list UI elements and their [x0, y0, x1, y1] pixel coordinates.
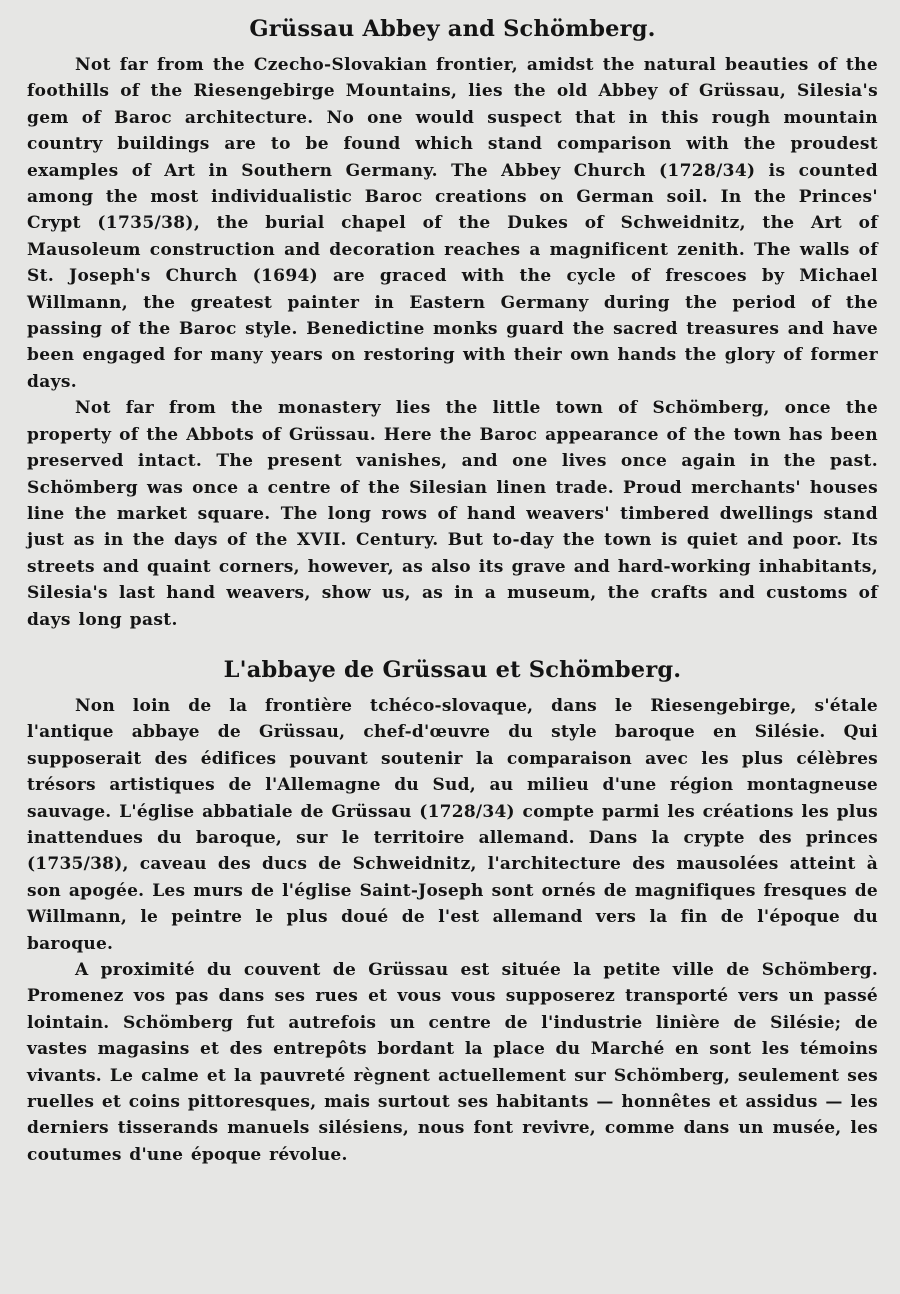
english-paragraph-2: Not far from the monastery lies the little town of Schömberg, once the property of the Abbots of Grüssau. Here the Baroc appearance of the town has been preserved intact. The present vanishes, and one lives once again in the past. Schömberg was once a centre of the Silesian linen trade. Proud merchants' houses line the market square. The long rows of hand weavers' timbered dwellings stand just as in the days of the XVII. Century. But to-day the town is quiet and poor. Its streets and quaint corners, however, as also its grave and hard-working inhabitants, Silesia's last hand weavers, show us, as in a museum, the crafts and customs of days long past. [27, 398, 878, 630]
french-paragraph-2: A proximité du couvent de Grüssau est située la petite ville de Schömberg. Promenez vos pas dans ses rues et vous vous supposerez transporté vers un passé lointain. Schömberg fut autrefois un centre de l'industrie linière de Silésie; de vastes magasins et des entrepôts bordant la place du Marché en sont les témoins vivants. Le calme et la pauvreté règnent actuellement sur Schömberg, seulement ses ruelles et coins pittoresques, mais surtout ses habitants — honnêtes et assidus — les derniers tisserands manuels silésiens, nous font revivre, comme dans un musée, les coutumes d'une époque révolue. [27, 960, 878, 1165]
french-title: L'abbaye de Grüssau et Schömberg. [223, 656, 682, 683]
english-paragraph-1: Not far from the Czecho-Slovakian frontier, amidst the natural beauties of the foothills of the Riesengebirge Mountains, lies the old Abbey of Grüssau, Silesia's gem of Baroc architecture. No one would suspect that in this rough mountain country buildings are to be found which stand comparison with the proudest examples of Art in Southern Germany. The Abbey Church (1728/34) is counted among the most individualistic Baroc creations on German soil. In the Princes' Crypt (1735/38), the burial chapel of the Dukes of Schweidnitz, the Art of Mausoleum construction and decoration reaches a magnificent zenith. The walls of St. Joseph's Church (1694) are graced with the cycle of frescoes by Michael Willmann, the greatest painter in Eastern Germany during the period of the passing of the Baroc style. Benedictine monks guard the sacred treasures and have been engaged for many years on restoring with their own hands the glory of former days. [27, 55, 878, 392]
french-paragraph-1: Non loin de la frontière tchéco-slovaque, dans le Riesengebirge, s'étale l'antique abbaye de Grüssau, chef-d'œuvre du style baroque en Silésie. Qui supposerait des édifices pouvant soutenir la comparaison avec les plus célèbres trésors artistiques de l'Allemagne du Sud, au milieu d'une région montagneuse sauvage. L'église abbatiale de Grüssau (1728/34) compte parmi les créations les plus inattendues du baroque, sur le territoire allemand. Dans la crypte des princes (1735/38), caveau des ducs de Schweidnitz, l'architecture des mausolées atteint à son apogée. Les murs de l'église Saint-Joseph sont ornés de magnifiques fresques de Willmann, le peintre le plus doué de l'est allemand vers la fin de l'époque du baroque. [27, 695, 878, 954]
english-title: Grüssau Abbey and Schömberg. [249, 16, 656, 42]
french-section [27, 655, 878, 1168]
english-section [27, 14, 878, 633]
